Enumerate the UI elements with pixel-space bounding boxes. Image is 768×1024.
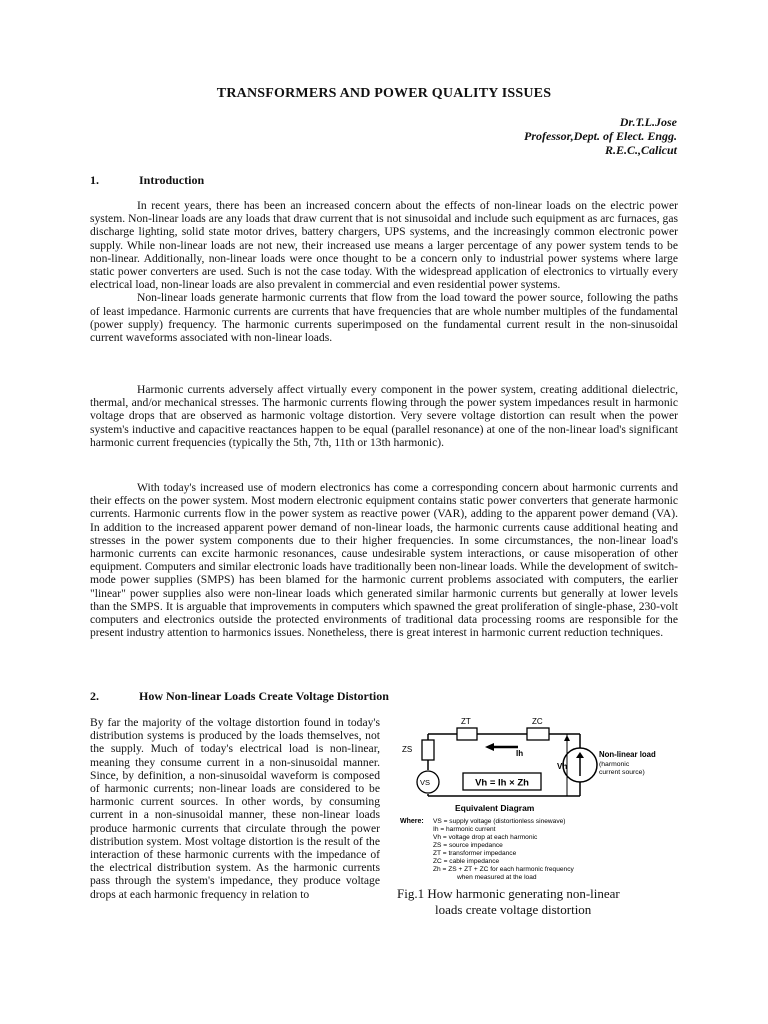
- paragraph-text: In recent years, there has been an increased concern about the effects of non-linear loads on the electric power system. Non-linear loads are any loads that draw current that is not sinusoidal and include such equipment as arc furnaces, gas discharge lighting, solid state motor drives, battery chargers, UPS systems, and the increasingly common electronic power supply. While non-linear loads are not new, their increased use means a larger percentage of any power system tends to be non-linear. Additionally, non-linear loads were once thought to be a concern only to industrial power systems where large static power converters are used. Such is not the case today. With the widespread application of electronics to virtually every electrical load, non-linear loads are also prevalent in commercial and even residential power systems.: [90, 199, 678, 292]
- intro-paragraph-1: [90, 199, 678, 344]
- equation-label: Vh = Ih × Zh: [475, 777, 529, 789]
- load-title: Non-linear load: [599, 750, 656, 759]
- zt-label: ZT: [461, 717, 471, 726]
- zs-label: ZS: [402, 745, 413, 754]
- figure-caption: [397, 886, 667, 918]
- legend-item: ZC = cable impedance: [433, 858, 500, 865]
- paragraph-text: Non-linear loads generate harmonic currents that flow from the load toward the power source, following the paths of least impedance. Harmonic currents are currents that have frequencies that are whole number multiples of the fundamental (power supply) frequency. The harmonic currents superimposed on the fundamental current result in the non-sinusoidal current waveforms associated with non-linear loads.: [90, 291, 678, 345]
- legend-item: Zh = ZS + ZT + ZC for each harmonic frequency: [433, 866, 574, 873]
- legend-item: Vh = voltage drop at each harmonic: [433, 834, 538, 841]
- author-block: [524, 115, 677, 157]
- section-title: Introduction: [139, 173, 205, 187]
- intro-paragraph-3: [90, 383, 678, 449]
- legend-list: [433, 818, 574, 881]
- vh-label: Vh: [557, 762, 568, 771]
- intro-paragraph-4: [90, 481, 678, 639]
- vh-arrow-head: [564, 735, 570, 741]
- zc-impedance: [527, 728, 549, 740]
- legend-item: VS = supply voltage (distortionless sinewave): [433, 818, 566, 825]
- document-title: TRANSFORMERS AND POWER QUALITY ISSUES: [216, 86, 552, 101]
- legend-where: Where:: [400, 818, 424, 825]
- author-position: Professor,Dept. of Elect. Engg.: [524, 129, 677, 143]
- zc-label: ZC: [532, 717, 543, 726]
- diagram-title: Equivalent Diagram: [455, 803, 535, 813]
- legend-item: ZS = source impedance: [433, 842, 503, 849]
- legend-item: when measured at the load: [457, 874, 537, 881]
- caption-line-1: Fig.1 How harmonic generating non-linear: [397, 886, 620, 901]
- zs-impedance: [422, 740, 434, 760]
- paragraph-text: With today's increased use of modern electronics has come a corresponding concern about harmonic currents and their effects on the power system. Most modern electronic equipment contains static power converters that generate harmonic currents. Harmonic currents flow in the power system as reactive power (VAR), adding to the apparent power demand (VA). In addition to the increased apparent power demand of non-linear loads, the harmonic currents cause additional heating and stresses in the power system components due to their higher frequencies. In some circumstances, the non-linear load's harmonic currents can excite harmonic resonances, cause undesirable system interactions, or cause misoperation of other equipment. Computers and similar electronic loads have traditionally been non-linear loads. While the development of switch-mode power supplies (SMPS) has been blamed for the harmonic current problems associated with computers, the earlier "linear" power supplies also were non-linear loads which generated similar harmonic currents but generally at lower levels than the SMPS. It is arguable that improvements in computers which spawned the great proliferation of single-phase, 230-volt computers and electronics outside the protected environments of traditional data processing rooms are responsible for the present industry attention to harmonics issues. Nonetheless, there is great interest in harmonic current reduction techniques.: [90, 481, 678, 640]
- section-title: How Non-linear Loads Create Voltage Distortion: [139, 689, 389, 703]
- author-institution: R.E.C.,Calicut: [604, 143, 677, 157]
- zt-impedance: [457, 728, 477, 740]
- ih-label: Ih: [516, 749, 524, 758]
- vs-label: VS: [420, 778, 431, 787]
- legend-item: Ih = harmonic current: [433, 826, 496, 833]
- section-2-column-text: [90, 716, 380, 901]
- author-name: Dr.T.L.Jose: [619, 115, 677, 129]
- section-number: 2.: [90, 689, 99, 703]
- ih-arrow-head: [485, 743, 494, 751]
- caption-line-2: loads create voltage distortion: [435, 902, 592, 917]
- paragraph-text: Harmonic currents adversely affect virtually every component in the power system, creating additional dielectric, thermal, and/or mechanical stresses. The harmonic currents flowing through the power system impedances result in harmonic voltage drops that are observed as harmonic voltage distortion. Very severe voltage distortion can result when the power system's inductive and capacitive reactances happen to be equal (parallel resonance) at one of the non-linear load's significant harmonic current frequencies (typically the 5th, 7th, 11th or 13th harmonic).: [90, 383, 678, 449]
- section-number: 1.: [90, 173, 99, 187]
- load-subtitle-1: (harmonic: [599, 761, 630, 768]
- paragraph-text: By far the majority of the voltage distortion found in today's distribution systems is produced by the loads themselves, not the supply. Much of today's electrical load is non-linear, meaning they consume current in a non-sinusoidal manner. Since, by definition, a non-sinusoidal waveform is composed of harmonic currents; non-linear loads are considered to be harmonic current sources. In other words, by consuming current in a non-sinusoidal manner, these non-linear loads produce harmonic currents that circulate through the power distribution system. Most voltage distortion is the result of the interaction of these harmonic currents with the impedance of the electrical distribution system. As the harmonic currents pass through the system's impedance, they produce voltage drops at each harmonic frequency in relation to: [90, 716, 380, 901]
- load-subtitle-2: current source): [599, 769, 645, 776]
- legend-item: ZT = transformer impedance: [433, 850, 517, 857]
